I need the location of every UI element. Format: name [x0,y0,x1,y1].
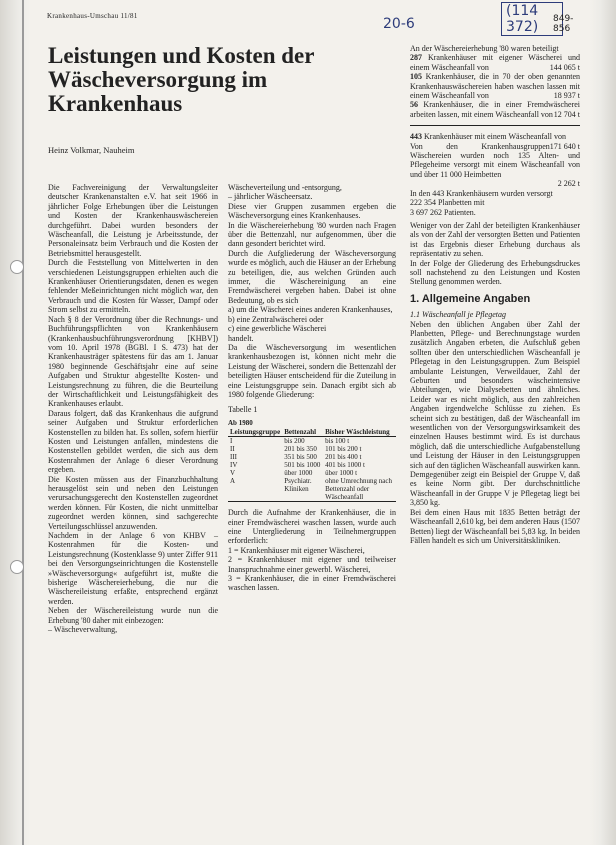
table-cell: II [230,445,235,454]
column-1 [48,183,218,635]
table-row [228,453,396,461]
table-header: Bettenzahl [282,428,323,437]
article-author: Heinz Volkmar, Nauheim [48,145,135,155]
item-value: 18 937 t [553,91,580,101]
section-heading: 1. Allgemeine Angaben [410,292,531,305]
subsection-heading: 1.1 Wäscheanfall je Pflegetag [410,310,506,320]
list-item: c) eine gewerbliche Wäscherei [228,324,327,334]
table-cell: 351 bis 500 [284,453,317,462]
page-edge [590,0,616,845]
list-item [410,72,580,100]
list-item: 3 = Krankenhäuser, die in einer Fremdwäscherei waschen lassen. [228,574,396,593]
table-cell: 401 bis 1000 t [325,461,365,470]
item-value: 171 640 t [549,141,580,151]
paragraph: Bei dem einen Haus mit 1835 Betten beträgt der Wäscheanfall 2,610 kg, bei dem anderen Haus (1507 Betten) liegt der Wäscheanfall bei 5,83 kg. In beiden Fällen handelt es sich um Universitätskliniken. [410,507,580,545]
table-caption: Tabelle 1 [228,405,258,415]
table-row [228,461,396,469]
table-subtitle: Ab 1980 [228,418,253,427]
paragraph: Wäscheverteilung und -entsorgung, [228,183,342,192]
table-header: Leistungsgruppe [230,428,281,437]
paragraph: Durch die Feststellung von Mittelwerten in den verschiedenen Leistungsgruppen erhielten auch die Krankenhäuser Orientierungsdaten, denen es wegen fehlender Meßeinrichtungen nicht möglich war, den Verbrauch und die Kosten für Wasser, Dampf oder Strom selbst zu ermitteln. [48,258,218,315]
item-count: 443 [410,132,422,142]
item-count: 56 [410,100,418,110]
participation-list [410,53,581,151]
item-text: Krankenhäuser, die in einer Fremdwäscherei arbeiten lassen, mit einem Wäscheanfall von [410,100,581,119]
table-row [228,477,396,502]
table-cell: V [230,469,236,478]
paragraph: Da die Wäscheversorgung im wesentlichen krankenhausbezogen ist, können nicht mehr die Leistung der Wäscherei, sondern die Bettenzahl der beteiligten Häuser entscheidend für die Zuteilung in eine Leistungsgruppe sein. Danach ergibt sich ab 1980 folgende Gliederung: [228,342,396,399]
punch-hole [10,560,24,574]
table-header: Bisher Wäschleistung [323,428,396,437]
paragraph: Nachdem in der Anlage 6 von KHBV – Kostenrahmen für die Kosten- und Leistungsrechnung (Kostenklasse 9) unter Ziffer 911 bei den Versorgungseinrichtungen die Kostenstelle »Wäscheversorgung« aufgeführt ist, mußte die bisherige Wäschereierhebung, die nur die Wäschereileistung erfaßte, entsprechend ergänzt werden. [48,531,218,606]
paragraph: Weniger von der Zahl der beteiligten Krankenhäuser als von der Zahl der versorgten Betten und Patienten ist das Ergebnis dieser Erhebung durchaus als repräsentativ zu sehen. [410,220,580,259]
paragraph: Diese vier Gruppen zusammen ergeben die Wäscheversorgung eines Krankenhauses. [228,201,396,221]
table-cell: III [230,453,237,462]
table-cell: bis 100 t [325,437,350,446]
paragraph: An der Wäschereierhebung '80 waren beteiligt [410,44,559,53]
value: 2 262 t [557,179,580,189]
table-cell: 201 bis 350 [284,445,317,454]
table-cell: A [228,477,282,502]
table-cell: Psychiatr. Kliniken [282,477,323,502]
paragraph: In der Folge der Gliederung des Erhebungsdruckes soll nachstehend zu den Leistungen und Kosten Stellung genommen werden. [410,258,580,287]
table-row [228,445,396,453]
item-text: Krankenhäuser, die in 70 der oben genannten Krankenhauswäschereien haben waschen lassen mit einem Wäscheanfall von [410,72,580,101]
data-table [228,428,396,502]
article-title: Leistungen und Kosten der Wäscheversorgung im Krankenhaus [48,43,315,116]
paragraph: Die Kosten müssen aus der Finanzbuchhaltung herausgelöst sein und neben den Leistungen verursachungsgerecht den Kostenstellen zugeordnet werden können. Für Kosten, die nicht unmittelbar zugeordnet werden können, sind sachgerechte Verteilungsschlüssel anzuwenden. [48,474,218,531]
list-item: b) eine Zentralwäscherei oder [228,314,324,324]
paragraph: Durch die Aufnahme der Krankenhäuser, die in einer Fremdwäscherei waschen lassen, wurde auch eine Untergliederung in Teilnehmergruppen erforderlich: [228,508,396,546]
value: 222 354 Planbetten mit [410,198,485,208]
paragraph: Von den Krankenhausgruppen Wäschereien wurden noch 135 Alten- und Pflegeheime versorgt mit einem Wäscheanfall von und über 11 000 Heimbetten [410,141,580,179]
divider [410,125,580,126]
item-count: 105 [410,72,422,82]
table-cell: über 1000 [284,469,313,478]
table-cell: 101 bis 200 t [325,445,362,454]
journal-header: Krankenhaus-Umschau 11/81 [47,12,138,20]
table-row [228,469,396,477]
paragraph: Daraus folgert, daß das Krankenhaus die aufgrund seiner Aufgaben und Struktur erforderlichen Kostenstellen zu bilden hat. Es sollen, sofern hierfür Kosten und Leistungen anfallen, mindestens die Kostenstellen gebildet werden, die sich aus dem Kostenrahmen der Anlage 6 dieser Verordnung ergeben. [48,408,218,475]
binder-edge [0,0,30,845]
table-cell: IV [230,461,238,470]
paragraph: Die Fachvereinigung der Verwaltungsleiter deutscher Krankenanstalten e.V. hat seit 1966 in jährlicher Folge Erhebungen über die Leistungen und Kosten der Krankenhauswäschereien durchgeführt. Dabei wurden besonders der Wäscheanfall, die Leistung je Arbeitsstunde, der Personaleinsatz beim Verbrauch und die Kosten der Betriebsmittel herausgestellt. [48,183,218,258]
value: 3 697 262 Patienten. [410,207,476,217]
paragraph: Neben den üblichen Angaben über Zahl der Planbetten, Pflege- und Berechnungstage wurden zusätzlich Angaben erbeten, die Aufschluß geben sollten über den unterschiedlichen Wäscheanfall je Pflegetag in den Leistungsgruppen. Zum Beispiel ambulante Leistungen, Verweildauer, Zahl der Geburten und besonders wäscheintensive Abteilungen, wie Dialysebetten und ähnliches. Leider war es nicht möglich, aus den zahlreichen Angaben irgendwelche Schlüsse zu ziehen. Es scheint sich zu bestätigen, daß der Wäscheanfall im wesentlichen von der Versorgungswirksamkeit des einzelnen Hauses bestimmt wird. Es ist durchaus möglich, daß die unterschiedliche Aufgabenstellung und Leistung der Häuser in den Leistungsgruppen sich auf den täglichen Wäscheanfall auswirken kann. Demgegenüber zeigt ein Beispiel der Gruppe V, daß es keine Norm gibt. Der durchschnittliche Wäscheanfall in der Gruppe V je Pflegetag liegt bei 3,850 kg. [410,319,580,508]
table-cell: 201 bis 400 t [325,453,362,462]
column-3 [410,44,580,545]
table-cell: 501 bis 1000 [284,461,321,470]
paragraph: – jährlicher Wäscheersatz. [228,192,313,202]
item-value: 144 065 t [549,62,580,72]
paragraph: handelt. [228,333,254,343]
handwritten-note: 20-6 [383,16,415,32]
punch-hole [10,260,24,274]
paragraph: Nach § 8 der Verordnung über die Rechnungs- und Buchführungspflichten von Krankenhäusern (Krankenhausbuchführungsverordnung [KHBV]) vom 10. April 1978 (BGBl. I S. 473) hat der Krankenhausträger spätestens für das am 1. Januar 1980 beginnende Geschäftsjahr eine auf seine Aufgaben und Struktur abgestellte Kosten- und Leistungsrechnung zu führen, die die Beurteilung der Wirtschaftlichkeit und Leistungsfähigkeit des Krankenhauses erlaubt. [48,314,218,409]
archive-number: (114 372) [501,2,563,36]
list-item: 1 = Krankenhäuser mit eigener Wäscherei, [228,545,365,555]
list-item [410,100,580,119]
table-cell: bis 200 [284,437,305,446]
list-item [410,132,580,151]
table-cell: I [230,437,233,446]
table-cell: ohne Umrechnung nach Bettenzahl oder Wäscheanfall [323,477,396,502]
paragraph: – Wäscheverwaltung, [48,625,118,635]
item-text: Krankenhäuser mit eigener Wäscherei und einem Wäscheanfall von [410,53,580,72]
page-range: 849-856 [553,14,574,34]
item-count: 287 [410,53,422,63]
archive-stamp [383,2,574,36]
table-cell: über 1000 t [325,469,358,478]
item-text: Krankenhäuser mit einem Wäscheanfall von [424,132,567,142]
list-item [410,53,580,72]
column-2 [228,183,396,593]
paragraph: Durch die Aufgliederung der Wäscheversorgung wurde es möglich, auch die Häuser an der Erhebung zu beteiligen, die, aus welchen Gründen auch immer, die Wäschereinigung an eine Fremdwäscherei vergeben haben. Dabei ist ohne Bedeutung, ob es sich [228,248,396,305]
list-item: a) um die Wäscherei eines anderen Krankenhauses, [228,305,393,315]
paragraph: Neben der Wäschereileistung wurde nun die Erhebung '80 daher mit einbezogen: [48,606,218,625]
table-row [228,437,396,446]
paragraph: In die Wäschereierhebung '80 wurden nach Fragen über die Bettenzahl, nur aufgenommen, über die dann gesondert berichtet wird. [228,220,396,249]
item-value: 12 704 t [553,109,580,119]
list-item: 2 = Krankenhäuser mit eigener und teilweiser Inanspruchnahme einer gewerbl. Wäscherei, [228,555,396,574]
paragraph: In den 443 Krankenhäusern wurden versorgt [410,188,553,198]
